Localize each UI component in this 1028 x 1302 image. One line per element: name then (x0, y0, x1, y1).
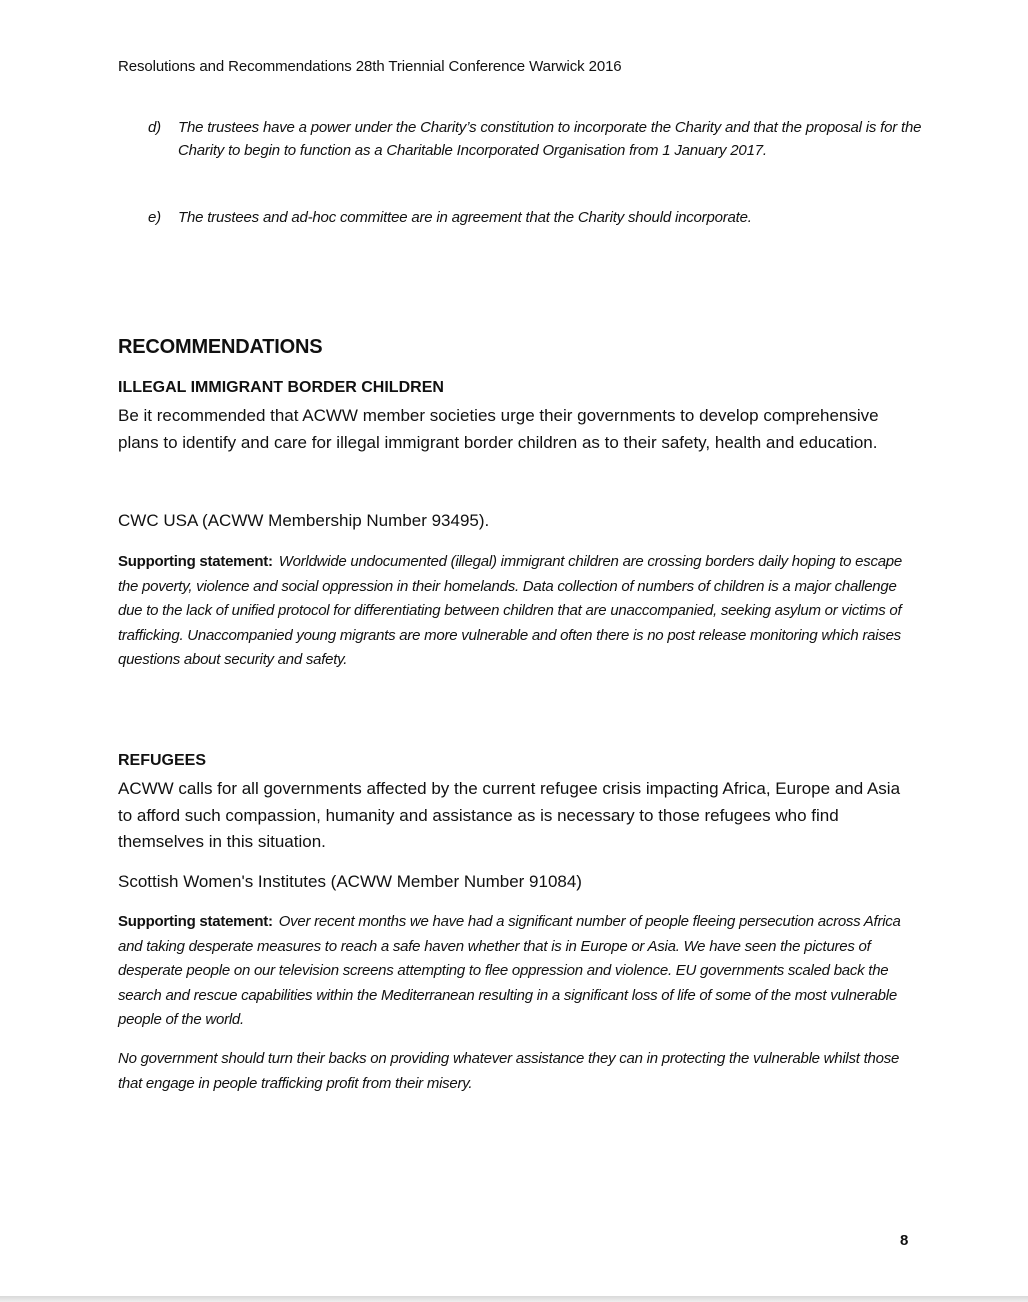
resolution-item-d (148, 116, 928, 162)
resolution-item-e (148, 206, 928, 229)
list-item-text: The trustees have a power under the Charity’s constitution to incorporate the Charity and that the proposal is for the Charity to begin to function as a Charitable Incorporated Organisation from 1 January 2017. (178, 119, 922, 159)
supporting-statement-label: Supporting statement: (118, 553, 273, 570)
supporting-statement-text: Over recent months we have had a significant number of people fleeing persecution across Africa and taking desperate measures to reach a safe haven whether that is in Europe or Asia. We have seen the pictures of desperate people on our television screens attempting to flee oppression and violence. EU governments scaled back the search and rescue capabilities within the Mediterranean resulting in a significant loss of life of some of the most vulnerable people of the world. (118, 913, 901, 1029)
recommendation-attribution: CWC USA (ACWW Membership Number 93495). (118, 511, 490, 530)
supporting-statement (118, 910, 918, 1033)
list-marker: e) (148, 209, 161, 226)
supporting-statement-label: Supporting statement: (118, 913, 273, 930)
recommendation-title: REFUGEES (118, 752, 207, 769)
supporting-statement-text: Worldwide undocumented (illegal) immigrant children are crossing borders daily hoping to escape the poverty, violence and social oppression in their homelands. Data collection of numbers of children is a major challenge due to the lack of unified protocol for differentiating between children that are unaccompanied, seeking asylum or victims of trafficking. Unaccompanied young migrants are more vulnerable and often there is no post release monitoring which raises questions about security and safety. (118, 553, 902, 669)
page-edge-shadow (0, 1296, 1028, 1302)
running-header: Resolutions and Recommendations 28th Triennial Conference Warwick 2016 (118, 58, 622, 75)
supporting-statement (118, 550, 918, 673)
recommendation-attribution: Scottish Women's Institutes (ACWW Member Number 91084) (118, 872, 582, 891)
recommendation-body: Be it recommended that ACWW member societies urge their governments to develop comprehensive plans to identify and care for illegal immigrant border children as to their safety, health and education. (118, 406, 879, 452)
list-marker: d) (148, 119, 161, 136)
closing-statement: No government should turn their backs on providing whatever assistance they can in protecting the vulnerable whilst those that engage in people trafficking profit from their misery. (118, 1050, 900, 1092)
page-number: 8 (900, 1232, 909, 1249)
recommendation-body: ACWW calls for all governments affected by the current refugee crisis impacting Africa, Europe and Asia to afford such compassion, humanity and assistance as is necessary to those refugees who find themselves in this situation. (118, 779, 901, 851)
section-heading: RECOMMENDATIONS (118, 336, 323, 358)
recommendation-title: ILLEGAL IMMIGRANT BORDER CHILDREN (118, 379, 444, 396)
list-item-text: The trustees and ad-hoc committee are in agreement that the Charity should incorporate. (178, 209, 752, 226)
